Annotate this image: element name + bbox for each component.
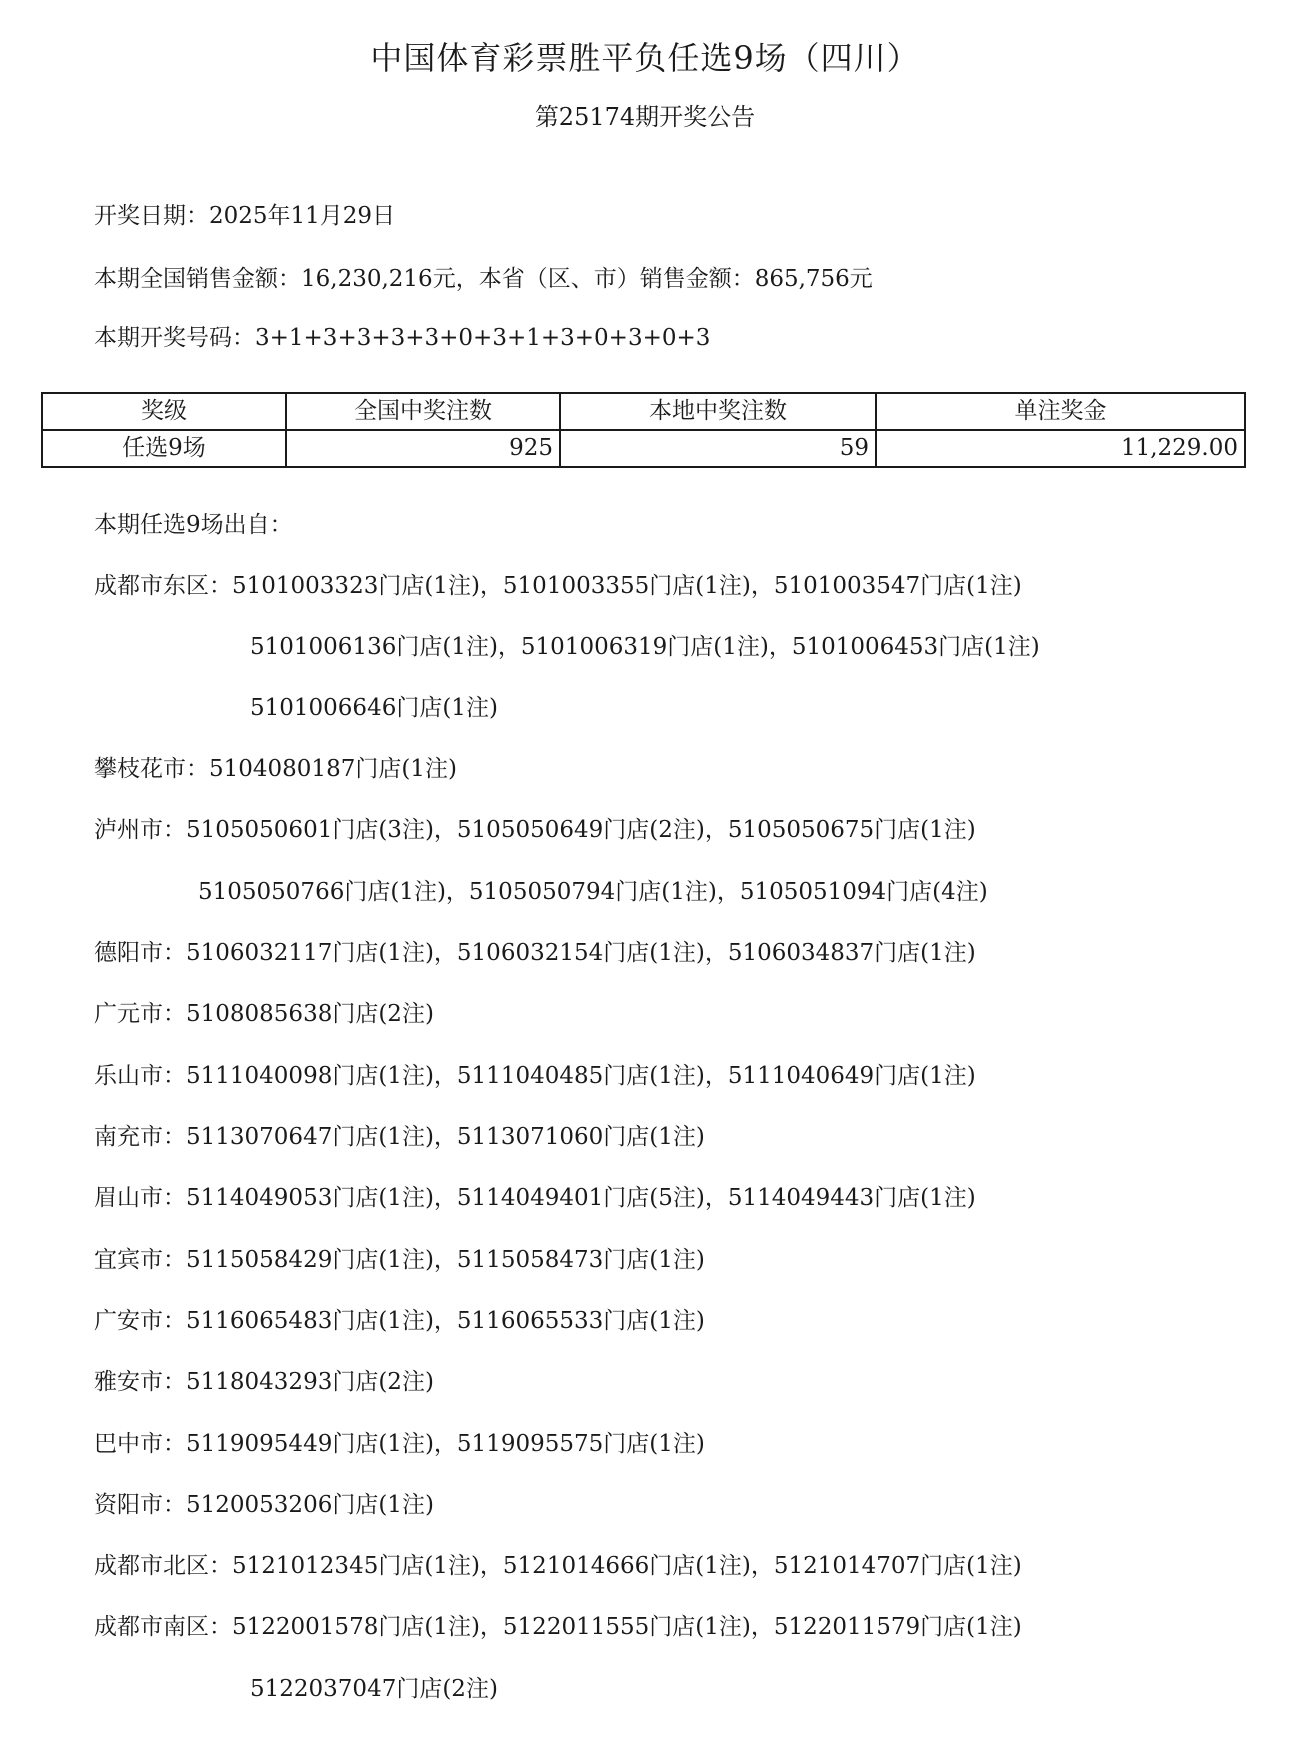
store-list: 5108085638门店(2注): [186, 1001, 434, 1027]
city-row-guangan: [94, 1305, 705, 1337]
city-name: 广元市：: [94, 1001, 186, 1027]
city-row-chengdu-north: [94, 1550, 1022, 1582]
store-list: 5121012345门店(1注)，5121014666门店(1注)，5121014707门店(1注): [232, 1553, 1022, 1579]
store-list: 5122001578门店(1注)，5122011555门店(1注)，5122011579门店(1注): [232, 1614, 1022, 1640]
store-list: 5120053206门店(1注): [186, 1492, 434, 1518]
city-name: 泸州市：: [94, 817, 186, 843]
cell-national: 925: [286, 430, 560, 467]
city-row-luzhou: [94, 814, 976, 846]
draw-date: 开奖日期：2025年11月29日: [94, 203, 396, 229]
city-row-yaan: [94, 1366, 434, 1398]
store-list-continued: 5122037047门店(2注): [250, 1676, 498, 1702]
city-row-deyang: [94, 937, 976, 969]
store-list: 5101003323门店(1注)，5101003355门店(1注)，5101003547门店(1注): [232, 573, 1022, 599]
city-name: 眉山市：: [94, 1185, 186, 1211]
city-row-bazhong: [94, 1428, 705, 1460]
city-name: 广安市：: [94, 1308, 186, 1334]
city-row-yibin: [94, 1244, 705, 1276]
winning-numbers: 本期开奖号码：3+1+3+3+3+3+0+3+1+3+0+3+0+3: [94, 325, 711, 351]
store-list-continued: 5101006646门店(1注): [250, 695, 498, 721]
city-name: 南充市：: [94, 1124, 186, 1150]
city-row-chengdu-east: [94, 570, 1022, 602]
prize-table: [41, 392, 1246, 468]
cell-level: 任选9场: [42, 430, 286, 467]
city-name: 乐山市：: [94, 1063, 186, 1089]
cell-prize: 11,229.00: [876, 430, 1245, 467]
city-name: 德阳市：: [94, 940, 186, 966]
store-list: 5116065483门店(1注)，5116065533门店(1注): [186, 1308, 705, 1334]
sales-amount: 本期全国销售金额：16,230,216元，本省（区、市）销售金额：865,756元: [94, 266, 873, 292]
city-name: 巴中市：: [94, 1431, 186, 1457]
city-name: 雅安市：: [94, 1369, 186, 1395]
store-list: 5113070647门店(1注)，5113071060门店(1注): [186, 1124, 705, 1150]
city-row-meishan: [94, 1182, 976, 1214]
city-row-panzhihua: [94, 753, 457, 785]
store-list-continued: 5105050766门店(1注)，5105050794门店(1注)，5105051094门店(4注): [198, 879, 988, 905]
from-label: 本期任选9场出自：: [94, 512, 293, 538]
store-list: 5118043293门店(2注): [186, 1369, 434, 1395]
table-row: [42, 430, 1245, 467]
header-local: 本地中奖注数: [560, 393, 876, 430]
store-list: 5106032117门店(1注)，5106032154门店(1注)，5106034837门店(1注): [186, 940, 976, 966]
store-list: 5115058429门店(1注)，5115058473门店(1注): [186, 1247, 705, 1273]
city-row-nanchong: [94, 1121, 705, 1153]
store-list: 5104080187门店(1注): [209, 756, 457, 782]
store-list: 5111040098门店(1注)，5111040485门店(1注)，5111040649门店(1注): [186, 1063, 976, 1089]
city-name: 成都市东区：: [94, 573, 232, 599]
store-list: 5105050601门店(3注)，5105050649门店(2注)，5105050675门店(1注): [186, 817, 976, 843]
header-level: 奖级: [42, 393, 286, 430]
city-name: 成都市北区：: [94, 1553, 232, 1579]
cell-local: 59: [560, 430, 876, 467]
city-row-leshan: [94, 1060, 976, 1092]
store-list-continued: 5101006136门店(1注)，5101006319门店(1注)，5101006453门店(1注): [250, 634, 1040, 660]
city-name: 攀枝花市：: [94, 756, 209, 782]
store-list: 5114049053门店(1注)，5114049401门店(5注)，5114049443门店(1注): [186, 1185, 976, 1211]
table-header-row: [42, 393, 1245, 430]
city-name: 成都市南区：: [94, 1614, 232, 1640]
city-row-guangyuan: [94, 998, 434, 1030]
city-name: 资阳市：: [94, 1492, 186, 1518]
header-prize: 单注奖金: [876, 393, 1245, 430]
city-row-chengdu-south: [94, 1611, 1022, 1643]
city-name: 宜宾市：: [94, 1247, 186, 1273]
store-list: 5119095449门店(1注)，5119095575门店(1注): [186, 1431, 705, 1457]
city-row-ziyang: [94, 1489, 434, 1521]
header-national: 全国中奖注数: [286, 393, 560, 430]
page-title: 中国体育彩票胜平负任选9场（四川）: [370, 39, 920, 77]
page-subtitle: 第25174期开奖公告: [534, 103, 756, 131]
